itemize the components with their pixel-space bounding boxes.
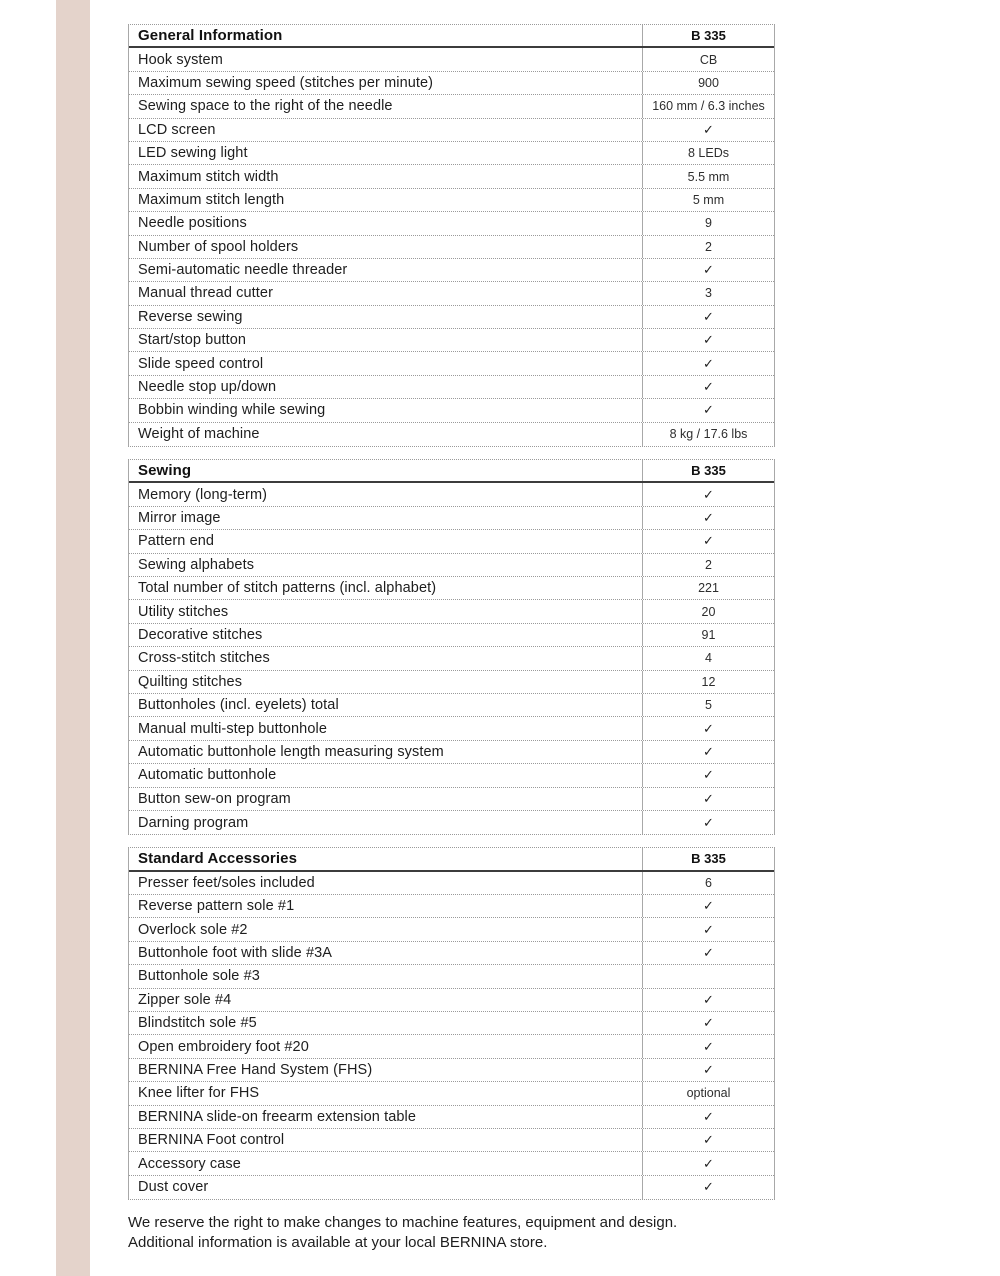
spec-label: Accessory case [138, 1155, 241, 1172]
page-accent-stripe [56, 0, 90, 1276]
table-row [129, 1106, 774, 1129]
model-column-header: B 335 [642, 25, 774, 46]
table-row [129, 212, 774, 235]
spec-table-standard-accessories [128, 847, 775, 1200]
spec-value [642, 352, 774, 374]
spec-value: optional [642, 1082, 774, 1104]
spec-label: Decorative stitches [138, 626, 263, 643]
check-icon: ✓ [703, 991, 714, 1007]
table-row [129, 259, 774, 282]
spec-label: LCD screen [138, 121, 216, 138]
spec-label: Reverse sewing [138, 308, 243, 325]
spec-value [642, 507, 774, 529]
spec-value [642, 530, 774, 552]
spec-label: Button sew-on program [138, 790, 291, 807]
spec-label: Memory (long-term) [138, 486, 268, 503]
spec-value: 20 [642, 600, 774, 622]
spec-value [642, 1035, 774, 1057]
check-icon: ✓ [703, 1038, 714, 1054]
table-row [129, 1059, 774, 1082]
table-row [129, 647, 774, 670]
table-row [129, 577, 774, 600]
table-row [129, 1129, 774, 1152]
spec-value [642, 306, 774, 328]
check-icon: ✓ [703, 1155, 714, 1171]
check-icon: ✓ [703, 308, 714, 324]
table-row [129, 694, 774, 717]
spec-label: Needle positions [138, 215, 247, 232]
check-icon: ✓ [703, 533, 714, 549]
spec-label: Reverse pattern sole #1 [138, 898, 295, 915]
check-icon: ✓ [703, 121, 714, 137]
check-icon: ✓ [703, 332, 714, 348]
spec-label: Sewing alphabets [138, 556, 255, 573]
check-icon: ✓ [703, 402, 714, 418]
spec-value [642, 1012, 774, 1034]
spec-tables [128, 24, 775, 1212]
spec-label: Manual thread cutter [138, 285, 273, 302]
spec-label: Slide speed control [138, 355, 264, 372]
spec-value: 8 kg / 17.6 lbs [642, 423, 774, 446]
table-row [129, 811, 774, 834]
table-row [129, 530, 774, 553]
spec-value [642, 918, 774, 940]
check-icon: ✓ [703, 767, 714, 783]
check-icon: ✓ [703, 743, 714, 759]
table-row [129, 483, 774, 506]
spec-value: 6 [642, 872, 774, 894]
table-row [129, 989, 774, 1012]
spec-label: Total number of stitch patterns (incl. alphabet) [138, 580, 437, 597]
footer-line-2: Additional information is available at your local BERNINA store. [128, 1234, 548, 1251]
section-title: General Information [138, 27, 283, 45]
table-row [129, 352, 774, 375]
spec-label: Overlock sole #2 [138, 921, 248, 938]
spec-value: 8 LEDs [642, 142, 774, 164]
spec-label: Number of spool holders [138, 238, 299, 255]
spec-label: Automatic buttonhole [138, 767, 277, 784]
spec-label: Manual multi-step buttonhole [138, 720, 327, 737]
spec-value [642, 1152, 774, 1174]
spec-value: 12 [642, 671, 774, 693]
table-row [129, 918, 774, 941]
check-icon: ✓ [703, 790, 714, 806]
spec-label: Dust cover [138, 1179, 209, 1196]
spec-value [642, 259, 774, 281]
model-column-header: B 335 [642, 460, 774, 481]
spec-label: Maximum stitch width [138, 168, 279, 185]
spec-label: Maximum sewing speed (stitches per minute) [138, 74, 434, 91]
table-row [129, 329, 774, 352]
spec-label: Automatic buttonhole length measuring system [138, 743, 444, 760]
spec-value [642, 811, 774, 834]
spec-value [642, 764, 774, 786]
table-row [129, 624, 774, 647]
spec-value [642, 717, 774, 739]
spec-table-header [129, 848, 774, 871]
spec-label: Cross-stitch stitches [138, 650, 270, 667]
table-row [129, 942, 774, 965]
table-row [129, 741, 774, 764]
spec-label: Sewing space to the right of the needle [138, 98, 393, 115]
check-icon: ✓ [703, 379, 714, 395]
check-icon: ✓ [703, 1108, 714, 1124]
table-row [129, 72, 774, 95]
spec-value [642, 399, 774, 421]
spec-value [642, 119, 774, 141]
spec-value: 160 mm / 6.3 inches [642, 95, 774, 117]
footer-note [128, 1213, 828, 1253]
table-row [129, 554, 774, 577]
table-row [129, 717, 774, 740]
check-icon: ✓ [703, 355, 714, 371]
spec-value [642, 329, 774, 351]
table-row [129, 306, 774, 329]
table-row [129, 965, 774, 988]
spec-value [642, 1059, 774, 1081]
section-title: Sewing [138, 462, 192, 480]
spec-label: Zipper sole #4 [138, 991, 232, 1008]
table-row [129, 165, 774, 188]
spec-value: 4 [642, 647, 774, 669]
check-icon: ✓ [703, 510, 714, 525]
spec-label: Weight of machine [138, 426, 260, 443]
spec-value [642, 788, 774, 810]
check-icon: ✓ [703, 945, 714, 961]
spec-label: Knee lifter for FHS [138, 1085, 260, 1102]
spec-value [642, 741, 774, 763]
spec-label: Start/stop button [138, 332, 247, 349]
spec-value: 5 [642, 694, 774, 716]
table-row [129, 399, 774, 422]
spec-label: Hook system [138, 51, 223, 68]
table-row [129, 1176, 774, 1199]
spec-value: 221 [642, 577, 774, 599]
spec-label: BERNINA Foot control [138, 1132, 285, 1149]
spec-label: Needle stop up/down [138, 379, 277, 396]
spec-value [642, 942, 774, 964]
check-icon: ✓ [703, 1015, 714, 1031]
spec-label: LED sewing light [138, 145, 248, 162]
table-row [129, 507, 774, 530]
spec-value: 3 [642, 282, 774, 304]
table-row [129, 376, 774, 399]
table-row [129, 119, 774, 142]
spec-table-header [129, 25, 774, 48]
table-row [129, 788, 774, 811]
spec-value [642, 1129, 774, 1151]
section-title: Standard Accessories [138, 850, 298, 868]
spec-value: 9 [642, 212, 774, 234]
table-row [129, 764, 774, 787]
table-row [129, 142, 774, 165]
spec-label: BERNINA slide-on freearm extension table [138, 1108, 417, 1125]
check-icon: ✓ [703, 486, 714, 502]
spec-label: Buttonhole sole #3 [138, 968, 260, 985]
spec-table-general-information [128, 24, 775, 447]
spec-value: 2 [642, 236, 774, 258]
spec-value [642, 1106, 774, 1128]
check-icon: ✓ [703, 720, 714, 736]
check-icon: ✓ [703, 921, 714, 937]
check-icon: ✓ [703, 814, 714, 830]
spec-value [642, 965, 774, 987]
table-row [129, 48, 774, 71]
spec-value [642, 989, 774, 1011]
check-icon: ✓ [703, 898, 714, 914]
spec-label: Quilting stitches [138, 673, 243, 690]
table-row [129, 189, 774, 212]
table-row [129, 671, 774, 694]
spec-label: Pattern end [138, 533, 215, 550]
spec-value: 5 mm [642, 189, 774, 211]
spec-value: CB [642, 48, 774, 70]
table-row [129, 895, 774, 918]
spec-value [642, 483, 774, 505]
table-row [129, 95, 774, 118]
table-row [129, 1152, 774, 1175]
table-row [129, 236, 774, 259]
spec-value: 900 [642, 72, 774, 94]
table-row [129, 1012, 774, 1035]
spec-value [642, 895, 774, 917]
spec-value [642, 1176, 774, 1199]
spec-label: Buttonhole foot with slide #3A [138, 945, 333, 962]
check-icon: ✓ [703, 1061, 714, 1077]
spec-label: Semi-automatic needle threader [138, 262, 348, 279]
spec-table-sewing [128, 459, 775, 835]
spec-label: BERNINA Free Hand System (FHS) [138, 1061, 373, 1078]
check-icon: ✓ [703, 1179, 714, 1195]
spec-label: Utility stitches [138, 603, 229, 620]
spec-value [642, 376, 774, 398]
spec-label: Mirror image [138, 510, 221, 526]
table-row [129, 1035, 774, 1058]
spec-value: 2 [642, 554, 774, 576]
spec-label: Open embroidery foot #20 [138, 1038, 309, 1055]
table-row [129, 600, 774, 623]
table-row [129, 282, 774, 305]
spec-value: 91 [642, 624, 774, 646]
spec-label: Darning program [138, 814, 249, 831]
spec-label: Maximum stitch length [138, 191, 285, 208]
spec-table-header [129, 460, 774, 483]
spec-value: 5.5 mm [642, 165, 774, 187]
model-column-header: B 335 [642, 848, 774, 869]
table-row [129, 872, 774, 895]
table-row [129, 1082, 774, 1105]
check-icon: ✓ [703, 262, 714, 278]
spec-label: Presser feet/soles included [138, 874, 315, 891]
spec-label: Bobbin winding while sewing [138, 402, 326, 419]
spec-label: Blindstitch sole #5 [138, 1015, 257, 1032]
check-icon: ✓ [703, 1132, 714, 1148]
table-row [129, 423, 774, 446]
spec-label: Buttonholes (incl. eyelets) total [138, 697, 339, 714]
footer-line-1: We reserve the right to make changes to machine features, equipment and design. [128, 1214, 678, 1231]
